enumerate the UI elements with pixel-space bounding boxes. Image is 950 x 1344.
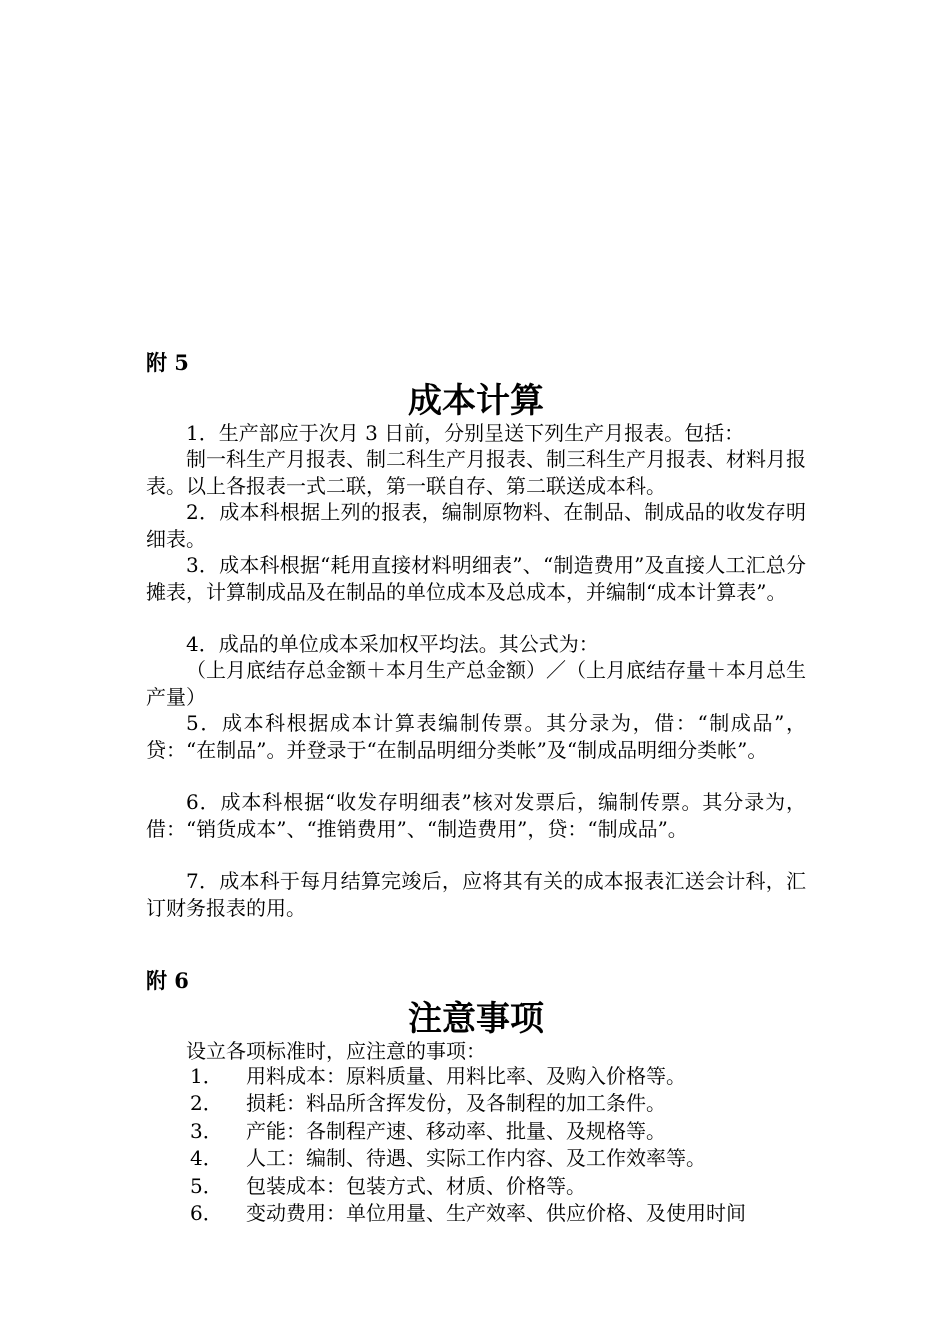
list-item [146, 1063, 806, 1090]
paragraph: 7．成本科于每月结算完竣后，应将其有关的成本报表汇送会计科，汇订财务报表的用。 [146, 869, 806, 920]
item-text: 用料成本：原料质量、用料比率、及购入价格等。 [246, 1064, 686, 1088]
item-text: 产能：各制程产速、移动率、批量、及规格等。 [246, 1118, 666, 1143]
item-number: 5． [190, 1173, 223, 1198]
item-number: 6． [190, 1201, 223, 1226]
list-item [146, 1200, 806, 1227]
item-text: 损耗：料品所含挥发份，及各制程的加工条件。 [246, 1091, 666, 1116]
formula: （上月底结存总金额＋本月生产总金额）／（上月底结存量＋本月总生产量） [146, 658, 806, 709]
list-item [146, 1090, 806, 1117]
section-title-cost-calculation: 成本计算 [408, 381, 544, 421]
paragraph: 6．成本科根据“收发存明细表”核对发票后，编制传票。其分录为，借：“销货成本”、“推销费用”、“制造费用”，贷：“制成品”。 [146, 790, 806, 841]
item-text: 人工：编制、待遇、实际工作内容、及工作效率等。 [246, 1146, 706, 1171]
notes-list [146, 1063, 806, 1227]
list-item [146, 1173, 806, 1200]
paragraph: 3．成本科根据“耗用直接材料明细表”、“制造费用”及直接人工汇总分摊表，计算制成品及在制品的单位成本及总成本，并编制“成本计算表”。 [146, 553, 806, 604]
item-text: 变动费用：单位用量、生产效率、供应价格、及使用时间 [246, 1201, 746, 1226]
appendix-6-label: 附 6 [146, 968, 189, 993]
item-text: 包装成本：包装方式、材质、价格等。 [246, 1173, 586, 1198]
section-title-notes: 注意事项 [408, 999, 544, 1039]
list-item [146, 1118, 806, 1145]
paragraph: 5．成本科根据成本计算表编制传票。其分录为，借：“制成品”，贷：“在制品”。并登录于“在制品明细分类帐”及“制成品明细分类帐”。 [146, 711, 806, 762]
item-number: 2． [190, 1091, 223, 1116]
appendix-5-label: 附 5 [146, 350, 189, 375]
paragraph: 2．成本科根据上列的报表，编制原物料、在制品、制成品的收发存明细表。 [146, 500, 806, 551]
item-number: 1． [190, 1064, 223, 1088]
list-item [146, 1145, 806, 1172]
paragraph: 制一科生产月报表、制二科生产月报表、制三科生产月报表、材料月报表。以上各报表一式二联，第一联自存、第二联送成本科。 [146, 447, 806, 498]
item-number: 3． [190, 1118, 223, 1143]
paragraph: 4．成品的单位成本采加权平均法。其公式为： [186, 632, 599, 656]
paragraph: 1．生产部应于次月 3 日前，分别呈送下列生产月报表。包括： [186, 421, 745, 445]
item-number: 4． [190, 1146, 223, 1171]
notes-intro: 设立各项标准时，应注意的事项： [186, 1039, 486, 1063]
